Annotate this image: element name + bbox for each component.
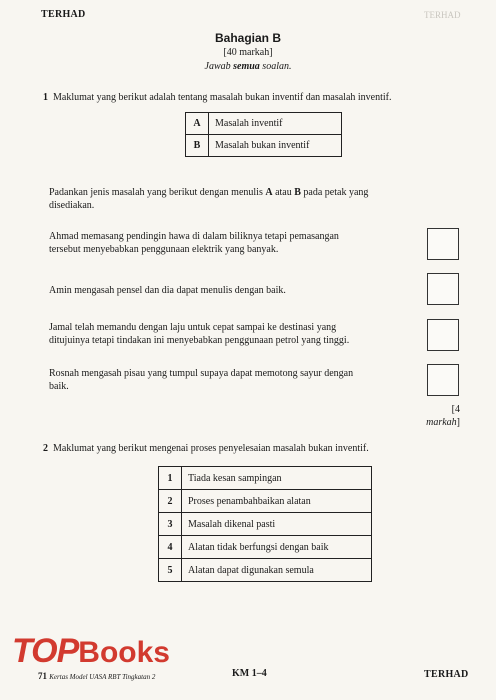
section-instruction: Jawab semua soalan. [204, 61, 292, 72]
table-value: Tiada kesan sampingan [182, 467, 372, 490]
page-number: 71 [38, 671, 47, 681]
table-row [186, 113, 342, 135]
matching-instruction: Padankan jenis masalah yang berikut dengan menulis A atau B pada petak yang disediakan. [49, 187, 369, 211]
question-number: 1 [43, 92, 48, 103]
answer-box-1[interactable] [427, 228, 459, 260]
question-1-marks: [4 markah] [426, 404, 460, 428]
section-marks: [40 markah] [223, 47, 273, 58]
header-restricted-label: TERHAD [41, 9, 86, 20]
book-title: Kertas Model UASA RBT Tingkatan 2 [49, 673, 156, 681]
table-value: Alatan tidak berfungsi dengan baik [182, 536, 372, 559]
table-row [159, 490, 372, 513]
footer-restricted-label: TERHAD [424, 669, 469, 680]
table-key: 3 [159, 513, 182, 536]
table-key: B [186, 135, 209, 157]
question-1 [43, 91, 392, 104]
question-2 [43, 442, 369, 455]
problem-type-table [185, 112, 342, 157]
list-item: Amin mengasah pensel dan dia dapat menulis dengan baik. [49, 285, 286, 296]
answer-box-4[interactable] [427, 364, 459, 396]
table-value: Masalah inventif [209, 113, 342, 135]
process-steps-table [158, 466, 372, 582]
list-item: Ahmad memasang pendingin hawa di dalam biliknya tetapi pemasangan tersebut menyebabkan penggunaan elektrik yang banyak. [49, 231, 339, 255]
list-item: Rosnah mengasah pisau yang tumpul supaya dapat memotong sayur dengan baik. [49, 368, 354, 392]
table-value: Proses penambahbaikan alatan [182, 490, 372, 513]
question-number: 2 [43, 443, 48, 454]
answer-box-2[interactable] [427, 273, 459, 305]
table-key: 1 [159, 467, 182, 490]
table-value: Masalah dikenal pasti [182, 513, 372, 536]
list-item: Jamal telah memandu dengan laju untuk cepat sampai ke destinasi yang ditujuinya tetapi tindakan ini menyebabkan penggunaan petrol yang tinggi. [49, 322, 350, 346]
table-row [159, 559, 372, 582]
table-value: Alatan dapat digunakan semula [182, 559, 372, 582]
table-key: 4 [159, 536, 182, 559]
paper-code: KM 1–4 [232, 668, 267, 679]
section-title: Bahagian B [214, 31, 281, 45]
table-key: 5 [159, 559, 182, 582]
table-row [159, 536, 372, 559]
bleed-through-header: TERHAD [424, 10, 461, 20]
table-row [159, 467, 372, 490]
page-footer-left [38, 671, 155, 681]
answer-box-3[interactable] [427, 319, 459, 351]
table-row [159, 513, 372, 536]
table-key: A [186, 113, 209, 135]
question-text: Maklumat yang berikut adalah tentang masalah bukan inventif dan masalah inventif. [53, 92, 392, 103]
topbooks-logo: TOPBooks [12, 632, 170, 670]
table-value: Masalah bukan inventif [209, 135, 342, 157]
table-row [186, 135, 342, 157]
question-text: Maklumat yang berikut mengenai proses penyelesaian masalah bukan inventif. [53, 443, 369, 454]
table-key: 2 [159, 490, 182, 513]
